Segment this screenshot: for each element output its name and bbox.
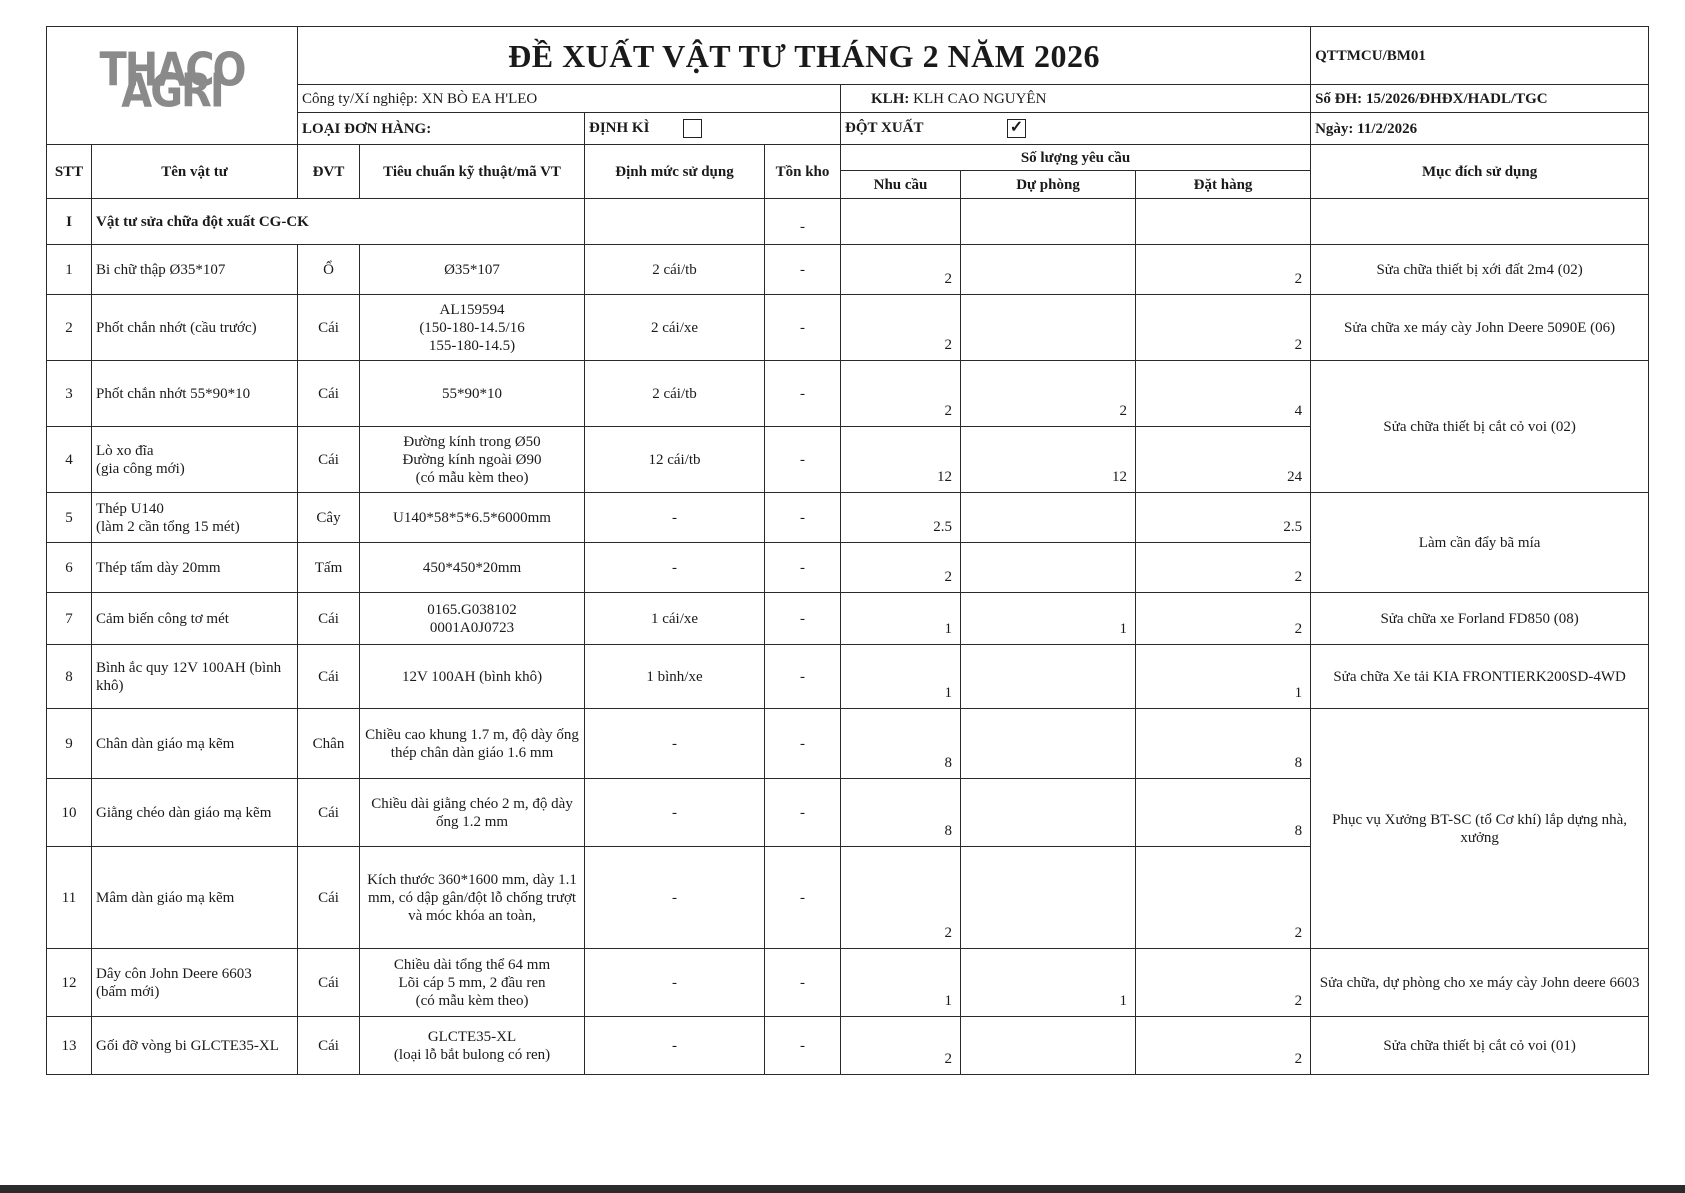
row-reserve [961,245,1136,295]
row-name: Chân dàn giáo mạ kẽm [92,709,298,779]
row-unit: Cái [298,949,360,1017]
row-name: Giằng chéo dàn giáo mạ kẽm [92,779,298,847]
row-unit: Cái [298,593,360,645]
row-norm: - [585,543,765,593]
row-order: 2 [1136,847,1311,949]
row-name: Bình ắc quy 12V 100AH (bình khô) [92,645,298,709]
row-norm: 1 bình/xe [585,645,765,709]
col-header-norm: Định mức sử dụng [585,145,765,199]
row-name: Bi chữ thập Ø35*107 [92,245,298,295]
klh-cell [841,85,1311,113]
row-stt: 4 [47,427,92,493]
table-row [47,295,1649,361]
periodic-checkbox[interactable] [683,119,702,138]
row-reserve: 2 [961,361,1136,427]
row-demand: 2 [841,295,961,361]
row-order: 2 [1136,543,1311,593]
col-header-order: Đặt hàng [1136,171,1311,199]
row-purpose: Phục vụ Xưởng BT-SC (tổ Cơ khí) lắp dựng nhà, xưởng [1311,709,1649,949]
table-row [47,361,1649,427]
row-norm: 12 cái/tb [585,427,765,493]
row-stt: 7 [47,593,92,645]
row-reserve: 12 [961,427,1136,493]
col-header-reserve: Dự phòng [961,171,1136,199]
row-order: 2 [1136,1017,1311,1075]
row-name: Cảm biến công tơ mét [92,593,298,645]
row-stt: 11 [47,847,92,949]
row-spec: 450*450*20mm [360,543,585,593]
row-order: 1 [1136,645,1311,709]
row-stock: - [765,779,841,847]
row-unit: Cái [298,779,360,847]
row-spec: Đường kính trong Ø50 Đường kính ngoài Ø90 (có mẫu kèm theo) [360,427,585,493]
material-request-table [46,26,1649,1075]
row-purpose: Làm cần đẩy bã mía [1311,493,1649,593]
row-stock: - [765,361,841,427]
row-stt: 9 [47,709,92,779]
col-header-demand: Nhu cầu [841,171,961,199]
row-demand: 12 [841,427,961,493]
table-row [47,1017,1649,1075]
col-header-spec: Tiêu chuẩn kỹ thuật/mã VT [360,145,585,199]
row-unit: Chân [298,709,360,779]
row-unit: Cái [298,645,360,709]
row-stock: - [765,709,841,779]
table-row [47,645,1649,709]
row-stt: 6 [47,543,92,593]
col-header-stt: STT [47,145,92,199]
so-dh-label: Số ĐH: [1315,90,1363,107]
date-value: 11/2/2026 [1357,120,1418,137]
row-spec: GLCTE35-XL (loại lỗ bắt bulong có ren) [360,1017,585,1075]
row-spec: AL159594 (150-180-14.5/16 155-180-14.5) [360,295,585,361]
row-reserve [961,493,1136,543]
row-spec: Chiều dài giằng chéo 2 m, độ dày ống 1.2 mm [360,779,585,847]
row-stt: 3 [47,361,92,427]
row-order: 2 [1136,593,1311,645]
section-stt: I [47,199,92,245]
so-dh-value: 15/2026/ĐHĐX/HADL/TGC [1365,90,1548,107]
row-name: Phốt chắn nhớt 55*90*10 [92,361,298,427]
row-stock: - [765,593,841,645]
row-reserve [961,847,1136,949]
row-norm: - [585,949,765,1017]
row-norm: 2 cái/tb [585,361,765,427]
row-unit: Cái [298,295,360,361]
section-row [47,199,1649,245]
row-stt: 13 [47,1017,92,1075]
row-demand: 2 [841,847,961,949]
row-order: 2 [1136,949,1311,1017]
table-row [47,709,1649,779]
scan-bottom-edge [0,1185,1685,1193]
urgent-cell [841,113,1311,145]
row-spec: 0165.G038102 0001A0J0723 [360,593,585,645]
order-type-label: LOẠI ĐƠN HÀNG: [298,113,585,145]
row-stock: - [765,949,841,1017]
row-demand: 2 [841,1017,961,1075]
row-name: Thép tấm dày 20mm [92,543,298,593]
col-header-stock: Tồn kho [765,145,841,199]
row-demand: 8 [841,709,961,779]
col-header-quantity: Số lượng yêu cầu [841,145,1311,171]
table-row [47,949,1649,1017]
row-demand: 2 [841,245,961,295]
page-title: ĐỀ XUẤT VẬT TƯ THÁNG 2 NĂM 2026 [298,27,1311,85]
row-stt: 12 [47,949,92,1017]
row-stock: - [765,847,841,949]
row-spec: Chiều cao khung 1.7 m, độ dày ống thép chân dàn giáo 1.6 mm [360,709,585,779]
row-purpose: Sửa chữa thiết bị cắt cỏ voi (02) [1311,361,1649,493]
col-header-name: Tên vật tư [92,145,298,199]
section-stock: - [765,199,841,245]
row-stt: 1 [47,245,92,295]
row-stock: - [765,493,841,543]
row-norm: 2 cái/tb [585,245,765,295]
row-order: 2.5 [1136,493,1311,543]
row-stock: - [765,1017,841,1075]
row-spec: Kích thước 360*1600 mm, dày 1.1 mm, có dập gân/đột lỗ chống trượt và móc khóa an toàn, [360,847,585,949]
row-norm: - [585,493,765,543]
row-purpose: Sửa chữa, dự phòng cho xe máy cày John deere 6603 [1311,949,1649,1017]
date-label: Ngày: [1315,120,1354,137]
row-demand: 2.5 [841,493,961,543]
row-norm: - [585,709,765,779]
row-demand: 8 [841,779,961,847]
company-value: XN BÒ EA H'LEO [421,90,538,107]
row-stock: - [765,543,841,593]
urgent-checkbox[interactable]: ✓ [1007,119,1026,138]
row-purpose: Sửa chữa xe máy cày John Deere 5090E (06) [1311,295,1649,361]
order-number-cell [1311,85,1649,113]
row-name: Mâm dàn giáo mạ kẽm [92,847,298,949]
row-reserve [961,709,1136,779]
row-name: Thép U140 (làm 2 cần tổng 15 mét) [92,493,298,543]
periodic-label: ĐỊNH KÌ [589,119,650,136]
row-name: Dây côn John Deere 6603 (bấm mới) [92,949,298,1017]
row-unit: Cây [298,493,360,543]
table-row [47,493,1649,543]
section-name: Vật tư sửa chữa đột xuất CG-CK [92,199,585,245]
row-reserve [961,779,1136,847]
row-order: 8 [1136,779,1311,847]
row-reserve [961,543,1136,593]
row-unit: Ổ [298,245,360,295]
row-norm: 1 cái/xe [585,593,765,645]
row-reserve [961,645,1136,709]
row-stt: 5 [47,493,92,543]
table-row [47,593,1649,645]
row-order: 2 [1136,245,1311,295]
row-order: 2 [1136,295,1311,361]
row-unit: Cái [298,427,360,493]
row-unit: Cái [298,1017,360,1075]
table-row [47,245,1649,295]
periodic-cell [585,113,841,145]
urgent-label: ĐỘT XUẤT [845,119,924,136]
row-norm: - [585,779,765,847]
form-code: QTTMCU/BM01 [1311,27,1649,85]
row-demand: 2 [841,543,961,593]
row-spec: 55*90*10 [360,361,585,427]
row-demand: 1 [841,593,961,645]
klh-label: KLH: [871,90,910,107]
row-stock: - [765,245,841,295]
row-spec: Chiều dài tổng thể 64 mm Lõi cáp 5 mm, 2 đầu ren (có mẫu kèm theo) [360,949,585,1017]
row-purpose: Sửa chữa xe Forland FD850 (08) [1311,593,1649,645]
row-norm: 2 cái/xe [585,295,765,361]
row-spec: Ø35*107 [360,245,585,295]
klh-value: KLH CAO NGUYÊN [913,90,1047,107]
row-order: 24 [1136,427,1311,493]
row-norm: - [585,847,765,949]
form-sheet [46,26,1648,1075]
row-reserve [961,295,1136,361]
row-stt: 10 [47,779,92,847]
company-label: Công ty/Xí nghiệp: [302,90,418,107]
col-header-unit: ĐVT [298,145,360,199]
row-reserve: 1 [961,593,1136,645]
row-purpose: Sửa chữa thiết bị xới đất 2m4 (02) [1311,245,1649,295]
row-spec: U140*58*5*6.5*6000mm [360,493,585,543]
company-cell [298,85,841,113]
row-name: Gối đỡ vòng bi GLCTE35-XL [92,1017,298,1075]
row-unit: Cái [298,847,360,949]
row-spec: 12V 100AH (bình khô) [360,645,585,709]
logo-cell [47,27,298,145]
row-stt: 2 [47,295,92,361]
row-unit: Cái [298,361,360,427]
row-demand: 1 [841,645,961,709]
row-purpose: Sửa chữa Xe tải KIA FRONTIERK200SD-4WD [1311,645,1649,709]
row-order: 8 [1136,709,1311,779]
row-demand: 1 [841,949,961,1017]
row-name: Lò xo đĩa (gia công mới) [92,427,298,493]
thaco-agri-logo: THACO AGRI [99,44,245,118]
row-norm: - [585,1017,765,1075]
row-stock: - [765,295,841,361]
row-stt: 8 [47,645,92,709]
row-name: Phốt chắn nhớt (cầu trước) [92,295,298,361]
col-header-purpose: Mục đích sử dụng [1311,145,1649,199]
row-unit: Tấm [298,543,360,593]
row-order: 4 [1136,361,1311,427]
row-reserve [961,1017,1136,1075]
row-demand: 2 [841,361,961,427]
row-reserve: 1 [961,949,1136,1017]
row-stock: - [765,645,841,709]
date-cell [1311,113,1649,145]
row-stock: - [765,427,841,493]
row-purpose: Sửa chữa thiết bị cắt cỏ voi (01) [1311,1017,1649,1075]
